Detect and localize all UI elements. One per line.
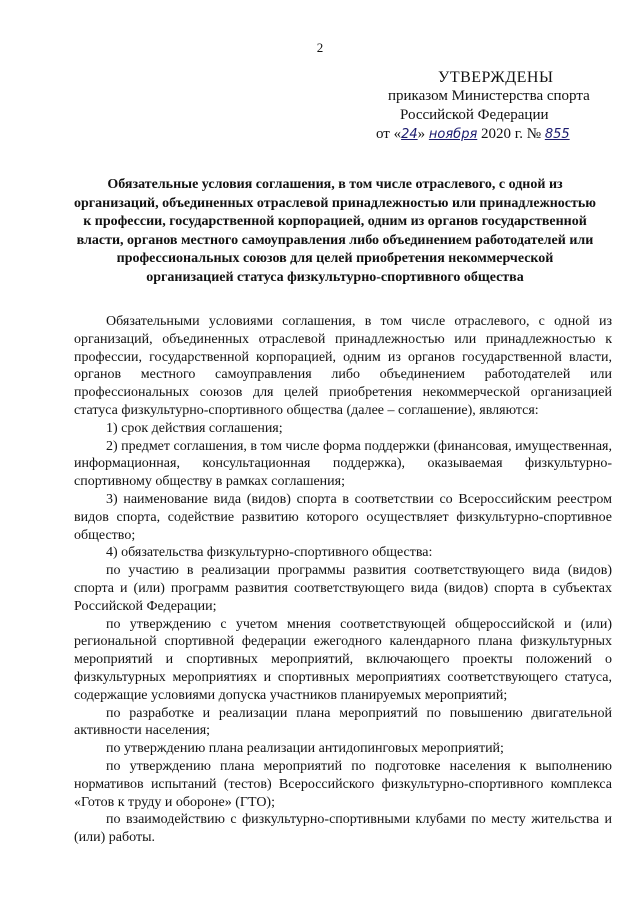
date-prefix: от « — [376, 126, 402, 142]
document-body — [74, 313, 612, 847]
paragraph-intro: Обязательными условиями соглашения, в том числе отраслевого, с одной из организаций, объединенных отраслевой принадлежностью или принадлежностью к профессии, государственной корпорацией, одним из органов государственной власти, органов местного самоуправления либо объединением работодателей или профессиональных союзов для целей приобретения некоммерческой организацией статуса физкультурно-спортивного общества (далее – соглашение), являются: — [74, 314, 612, 418]
document-title: Обязательные условия соглашения, в том числе отраслевого, с одной из организаций, объединенных отраслевой принадлежностью или принадлежностью к профессии, государственной корпорацией, одним из органов государственной власти, органов местного самоуправления либо объединением работодателей или профессиональных союзов для целей приобретения некоммерческой организацией статуса физкультурно-спортивного общества — [74, 177, 596, 285]
paragraph-item-1: 1) срок действия соглашения; — [106, 420, 283, 436]
handwritten-day: 24 — [401, 127, 418, 142]
approval-ministry-line: Российской Федерации — [400, 107, 549, 123]
paragraph-item-2: 2) предмет соглашения, в том числе форма поддержки (финансовая, имущественная, информационная, консультационная поддержка), оказываемая физкультурно-спортивному обществу в рамках соглашения; — [74, 438, 612, 490]
approval-heading: УТВЕРЖДЕНЫ — [438, 69, 554, 86]
date-year: 2020 г. № — [477, 126, 545, 142]
paragraph-obligation-antidoping: по утверждению плана реализации антидопинговых мероприятий; — [106, 741, 504, 757]
approval-block — [360, 68, 620, 144]
date-mid: » — [417, 126, 429, 142]
handwritten-order-number: 855 — [544, 127, 570, 142]
paragraph-item-3: 3) наименование вида (видов) спорта в соответствии со Всероссийским реестром видов спорта, содействие развитию которого осуществляет физкультурно-спортивное общество; — [74, 491, 612, 543]
paragraph-obligation-program: по участию в реализации программы развития соответствующего вида (видов) спорта и (или) программ развития соответствующего вида (видов) спорта в субъектах Российской Федерации; — [74, 563, 612, 614]
paragraph-obligation-activity: по разработке и реализации плана мероприятий по повышению двигательной активности населения; — [74, 705, 612, 739]
handwritten-month: ноября — [428, 127, 478, 142]
approval-date-line — [360, 125, 620, 144]
approval-order-line: приказом Министерства спорта — [388, 88, 590, 104]
page-number: 2 — [316, 40, 324, 55]
paragraph-obligation-gto: по утверждению плана мероприятий по подготовке населения к выполнению нормативов испытаний (тестов) Всероссийского физкультурно-спортивного комплекса «Готов к труду и обороне» (ГТО); — [74, 758, 612, 810]
paragraph-obligation-calendar: по утверждению с учетом мнения соответствующей общероссийской и (или) региональной спортивной федерации ежегодного календарного плана физкультурных мероприятий и спортивных мероприятий, включающего проекты положений о физкультурных мероприятиях и спортивных мероприятиях соответствующего статуса, содержащие условиями допуска участников планируемых мероприятий; — [74, 616, 612, 703]
paragraph-item-4: 4) обязательства физкультурно-спортивного общества: — [106, 545, 433, 561]
paragraph-obligation-clubs: по взаимодействию с физкультурно-спортивными клубами по месту жительства и (или) работы. — [74, 812, 612, 846]
